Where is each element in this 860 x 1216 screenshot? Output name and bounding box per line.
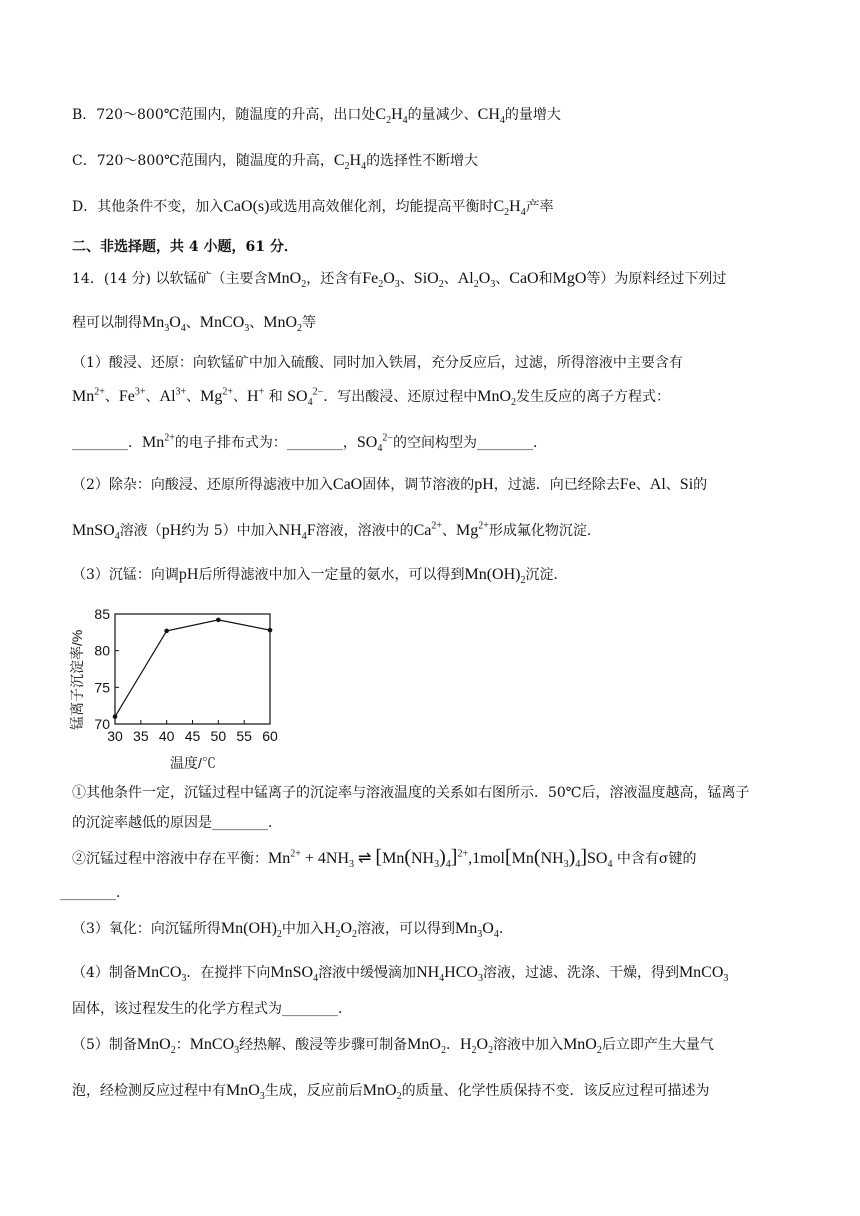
q-circ1-line1: ①其他条件一定，沉锰过程中锰离子的沉淀率与溶液温度的关系如右图所示．50℃后，溶液温度越高，锰离子 [72,785,750,801]
part5-line1: （5）制备MnO$_2$：MnCO$_3$经热解、酸浸等步骤可制备MnO$_2$．$H_2O_2$溶液中加入MnO$_2$后立即产生大量气 [72,1036,714,1057]
part1-line2: $Mn^{2+}$、$Fe^{3+}$、$Al^{3+}$、$Mg^{2+}$、H+ 和 $SO_4^{2-}$．写出酸浸、还原过程中MnO$_2$发生反应的离子方程式： [72,386,671,409]
part2-line2: MnSO$_4$溶液（pH约为 5）中加入$NH_4F$溶液，溶液中的$Ca^{2+}$、$Mg^{2+}$形成氟化物沉淀． [72,520,601,543]
q-circ2-line1: ②沉锰过程中溶液中存在平衡：$Mn^{2+} + 4NH_3$ ⇌ $[Mn(NH_3)_4]^{2+},1mol[Mn(NH_3)_4]SO_4$ 中含有σ键的 [72,846,697,871]
part2-line1: （2）除杂：向酸浸、还原所得滤液中加入CaO固体，调节溶液的pH，过滤．向已经除去Fe、Al、Si的 [72,476,708,493]
y-tick-label: 70 [94,716,110,732]
x-tick-label: 55 [236,728,252,744]
x-tick-label: 40 [158,728,175,744]
part1-line3: ________．$Mn^{2+}$的电子排布式为：________，$SO_4^{2-}$的空间构型为________． [72,432,547,455]
x-tick-label: 60 [262,728,278,744]
y-tick-label: 85 [94,606,110,622]
option-c: C．720～800℃范围内，随温度的升高，$C_2H_4$的选择性不断增大 [72,152,479,173]
q-circ2-line2: ________． [60,885,130,901]
part3b-line: （3）氧化：向沉锰所得$Mn(OH)_2$中加入$H_2O_2$溶液，可以得到$Mn_3O_4$． [72,920,513,941]
part4-line1: （4）制备MnCO$_3$．在搅拌下向MnSO$_4$溶液中缓慢滴加$NH_4HCO_3$溶液，过滤、洗涤、干燥，得到MnCO$_3$ [72,964,729,985]
data-point [268,628,273,633]
data-point [164,629,169,634]
x-tick-label: 35 [133,728,149,744]
formula-ch4: $CH_4$ [477,106,505,127]
y-axis-label: 锰离子沉淀率/% [69,629,85,730]
formula-cao: CaO(s) [223,198,270,215]
answer-blank: ________ [476,435,533,451]
answer-blank: ________ [286,435,343,451]
x-axis-label: 温度/℃ [170,755,216,771]
q14-intro-line1: 14．(14 分) 以软锰矿（主要含MnO$_2$，还含有$Fe_2O_3$、SiO$_2$、$Al_2O_3$、CaO和MgO等）为原料经过下列过 [72,270,727,291]
answer-blank: ________ [72,435,128,451]
section-title: 二、非选择题，共 4 小题，61 分． [72,239,298,255]
x-tick-label: 45 [184,728,201,744]
y-tick-label: 75 [94,679,110,696]
option-d: D．其他条件不变，加入CaO(s)或选用高效催化剂，均能提高平衡时$C_2H_4$产率 [72,198,554,219]
part1-line1: （1）酸浸、还原：向软锰矿中加入硫酸、同时加入铁屑，充分反应后，过滤，所得溶液中主要含有 [72,355,683,371]
formula-c2h4: $C_2H_4$ [493,198,526,219]
precipitation-rate-chart [60,596,300,774]
formula-c2h4: $C_2H_4$ [333,152,367,173]
x-tick-label: 50 [210,728,227,744]
part3-line1: （3）沉锰：向调pH后所得滤液中加入一定量的氨水，可以得到$Mn(OH)_2$沉淀． [72,566,568,587]
data-point [216,618,221,623]
q-circ1-line2: 的沉淀率越低的原因是________． [72,815,282,831]
part5-line2: 泡，经检测反应过程中有MnO$_3$生成，反应前后MnO$_2$的质量、化学性质保持不变．该反应过程可描述为 [72,1082,710,1103]
plot-frame [115,614,270,724]
q14-intro-line2: 程可以制得$Mn_3O_4$、MnCO$_3$、MnO$_2$等 [72,314,317,335]
y-tick-label: 80 [94,642,110,659]
part4-line2: 固体，该过程发生的化学方程式为________． [72,1001,352,1017]
x-tick-label: 30 [107,728,123,744]
series-line [115,620,270,717]
formula-c2h4: $C_2H_4$ [375,106,408,127]
data-point [113,714,118,719]
option-b: B．720～800℃范围内，随温度的升高，出口处$C_2H_4$的量减少、$CH_4$的量增大 [72,106,561,127]
